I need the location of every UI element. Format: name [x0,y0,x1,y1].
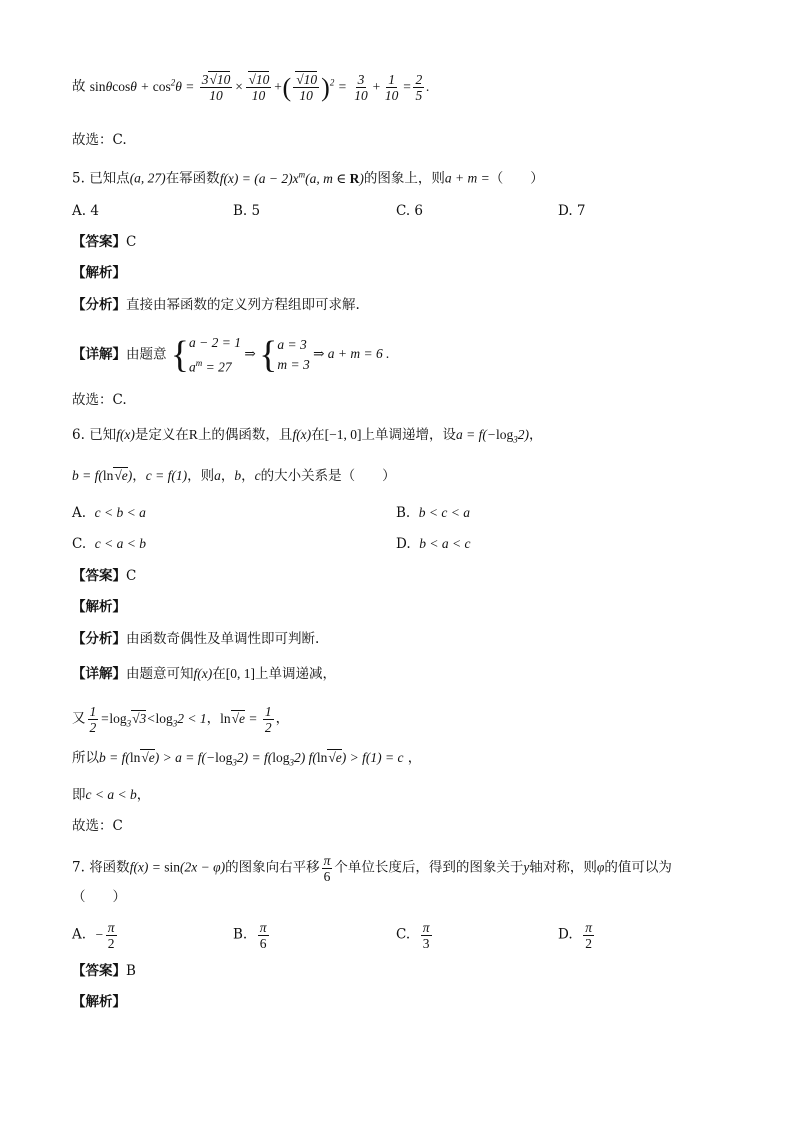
q5-option-c[interactable]: C. 6 [396,203,424,219]
q5-sum: a + m = [444,170,490,186]
q6-fenxi [72,630,319,648]
q6-option-a[interactable]: A. c < b < a [72,505,146,521]
q7-number: 7. [72,859,85,876]
q7-text-c: 个单位长度后，得到的图象关于 [334,859,524,876]
q7-stem-paren: （ ） [72,889,126,905]
xiangjie-tag: 【详解】 [72,346,126,363]
q6-bc-def: b = f(ln√e) [72,468,133,483]
answer-tag: 【答案】 [72,234,126,250]
solution-line-1 [72,72,430,103]
q6-analysis-tag: 【解析】 [72,599,126,615]
q5-text-a: 已知点 [89,170,130,187]
q6-ji-line: 即c < a < b， [72,787,151,803]
question-7-stem-line1: 7. 将函数f(x) = sin(2x − φ)的图象向右平移 $\frac{\pi}{6}$ 个单位长度后，得到的图象关于y轴对称，则φ的值可以为 [72,853,672,884]
q6-text-b: 是定义在 [134,427,189,443]
q5-xiangjie [72,333,389,378]
xiangjie-text-b: 在 [212,666,226,682]
question-5-stem [72,165,544,188]
q7-text-a: 将函数 [89,859,130,876]
fenxi-tag: 【分析】 [72,297,126,313]
q6-text-c: 上的偶函数，且 [197,427,293,443]
q5-point: (a, 27) [129,170,166,186]
q6-suoyi-line: 所以$b = f(\ln√e) > a = f(-\log_32) = f(\log_32) f(\ln√e) > f(1) = c$ ， [72,750,422,768]
xiangjie-text: 由题意 [126,346,167,363]
q7-text-e: 的值可以为 [604,859,672,876]
q5-option-a[interactable]: A. 4 [72,203,99,219]
q5-text-b: 在幂函数 [165,170,220,187]
q6-number: 6. [72,427,85,443]
answer-value: C [126,568,137,584]
q6-a-def: $a = f(-\log_32)$ [456,427,530,445]
question-6-stem-line2: b = f(ln√e)，c = f(1)，则a，b，c的大小关系是（ ） [72,468,396,484]
q6-fx: f(x) [116,427,135,442]
fenxi-text: 由函数奇偶性及单调性即可判断. [126,631,320,647]
q6-c-def: c = f(1) [145,468,188,483]
q7-option-b[interactable]: B. $\frac{\pi}{6}$ [233,920,267,951]
q5-text-d: （ ） [489,170,544,187]
question-6-stem-line1: 6. 已知f(x)是定义在R上的偶函数，且f(x)在[−1, 0]上单调递增，设$a = f(-\log_32)$， [72,427,543,445]
xiangjie-tag: 【详解】 [72,666,126,682]
answer-tag: 【答案】 [72,963,126,979]
q6-fx-2: f(x) [292,427,312,442]
q7-text-d: 轴对称，则 [529,859,597,876]
q5-choose: 故选：C. [72,392,127,408]
answer-value: B [126,963,136,979]
q6-option-c[interactable]: C. c < a < b [72,536,146,552]
q5-answer [72,233,136,251]
fenxi-text: 直接由幂函数的定义列方程组即可求解. [126,297,360,313]
q5-analysis-tag: 【解析】 [72,265,126,281]
q6-option-b[interactable]: B. b < c < a [396,505,471,521]
q6-text-d: 在 [311,427,325,443]
xiangjie-text-c: 上单调递减， [254,666,336,682]
q5-function: $f(x) = (a - 2)x^m(a$, m ∈ R) [219,169,364,186]
suoyi-text: 所以 [72,750,99,766]
q7-answer [72,962,136,980]
q6-text-a: 已知 [89,427,117,443]
q6-text-e: 上单调递增，设 [361,427,457,443]
xiangjie-text-a: 由题意可知 [126,666,194,682]
q6-choose: 故选：C [72,818,123,834]
q6-text-f: 的大小关系是（ ） [260,468,396,484]
q5-fenxi [72,296,360,314]
q7-text-b: 的图象向右平移 [225,859,320,876]
q5-option-b[interactable]: B. 5 [233,203,261,219]
q5-system: { a − 2 = 1 $a^m = 27$ ⇒ { a = 3 m = 3 ⇒ a + m = 6 . [170,334,390,377]
fenxi-tag: 【分析】 [72,631,126,647]
q7-option-d[interactable]: D. $\frac{\pi}{2}$ [558,920,592,951]
q6-answer [72,567,136,585]
q7-option-a[interactable]: A. − $\frac{\pi}{2}$ [72,920,115,951]
q5-option-d[interactable]: D. 7 [558,203,586,219]
q6-you-line: 又 $\frac{1}{2}$ $=\log_3√3<\log_32 < 1$，ln√e = $\frac{1}{2}$ ， [72,704,290,735]
q7-option-c[interactable]: C. $\frac{\pi}{3}$ [396,920,430,951]
text-gu: 故 [72,78,86,95]
q5-text-c: 的图象上，则 [363,170,445,187]
q7-analysis-tag: 【解析】 [72,994,126,1010]
formula-sin-cos: $\sin\theta\cos\theta + \cos^2\theta$ = $\frac{3√10}{10}$ × $\frac{√10}{10}$ +( $\frac{√10}{10}$ )$^2$ = $\frac{3}{10}$ + $\frac{1}{10}$ = $\frac{2}{5}$ . [89,72,430,103]
choose-line-pre: 故选：C. [72,132,127,148]
answer-tag: 【答案】 [72,568,126,584]
q6-R: R [188,427,198,442]
q6-interval: [−1, 0] [324,427,362,442]
answer-value: C [126,234,137,250]
you-text: 又 [72,710,86,727]
ji-text: 即 [72,787,86,803]
q6-xiangjie: 【详解】由题意可知f(x)在[0, 1]上单调递减， [72,666,336,682]
q5-number: 5. [72,170,85,187]
q6-option-d[interactable]: D. b < a < c [396,536,471,552]
